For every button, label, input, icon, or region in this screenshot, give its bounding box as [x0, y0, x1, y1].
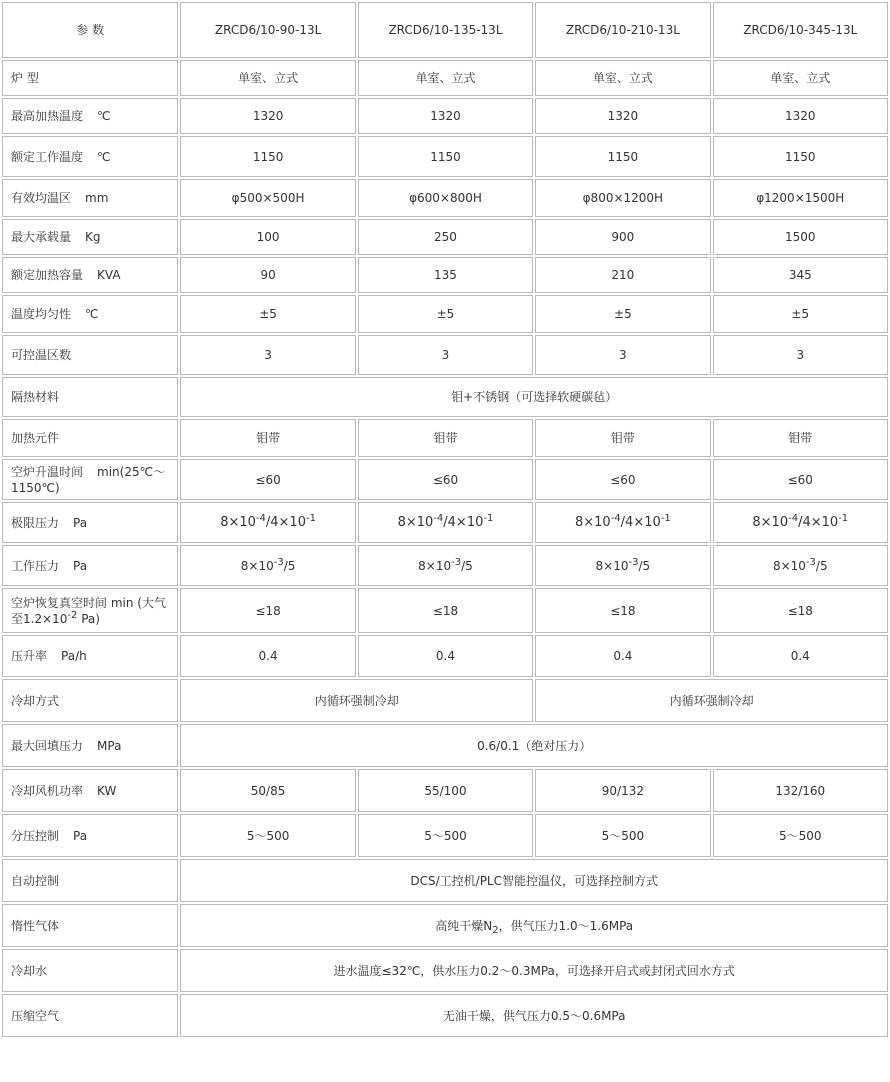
- model-header: ZRCD6/10-345-13L: [713, 2, 888, 58]
- label-text: 空炉升温时间: [11, 464, 84, 479]
- unit-text: ℃: [97, 149, 111, 164]
- model-header: ZRCD6/10-135-13L: [358, 2, 533, 58]
- row-label: [2, 179, 178, 217]
- table-cell: DCS/工控机/PLC智能控温仪，可选择控制方式: [180, 859, 888, 902]
- exponent: -1: [305, 512, 316, 524]
- row-label: [2, 502, 178, 543]
- table-cell: 132/160: [713, 769, 888, 812]
- table-cell: 1320: [358, 98, 533, 134]
- table-cell: 0.4: [358, 635, 533, 677]
- table-cell: [180, 545, 355, 586]
- unit-text: Pa: [73, 558, 88, 573]
- row-label: 惰性气体: [2, 904, 178, 947]
- table-cell: 1320: [713, 98, 888, 134]
- param-header: 参 数: [2, 2, 178, 58]
- table-cell: [713, 502, 888, 543]
- table-cell: 钼+不锈钢（可选择软硬碳毡）: [180, 377, 888, 417]
- table-cell: 90/132: [535, 769, 710, 812]
- row-label: [2, 635, 178, 677]
- table-row: [2, 219, 888, 255]
- table-cell: φ800×1200H: [535, 179, 710, 217]
- table-cell: ≤18: [713, 588, 888, 633]
- exponent: -4: [433, 512, 444, 524]
- table-cell: φ600×800H: [358, 179, 533, 217]
- table-cell: ≤60: [180, 459, 355, 500]
- unit-text: Pa: [73, 515, 88, 530]
- table-row: [2, 377, 888, 417]
- table-cell: ≤18: [180, 588, 355, 633]
- value-part: /5: [638, 558, 651, 573]
- exponent: -2: [67, 609, 78, 621]
- value-part: /4×10: [265, 514, 306, 530]
- table-row: [2, 859, 888, 902]
- table-cell: φ1200×1500H: [713, 179, 888, 217]
- table-row: [2, 814, 888, 857]
- unit-text: ℃: [85, 307, 99, 321]
- exponent: -3: [273, 556, 284, 568]
- table-cell: 1150: [713, 136, 888, 177]
- value-part: 高纯干燥N: [435, 918, 493, 933]
- table-cell: [180, 904, 888, 947]
- table-cell: ±5: [358, 295, 533, 333]
- table-row: [2, 635, 888, 677]
- table-row: [2, 98, 888, 134]
- table-row: [2, 502, 888, 543]
- exponent: -1: [838, 512, 849, 524]
- table-cell: 单室、立式: [713, 60, 888, 96]
- row-label: [2, 724, 178, 767]
- table-row: [2, 60, 888, 96]
- label-text: 有效均温区: [11, 191, 72, 205]
- row-label: [2, 219, 178, 255]
- label-text: 额定加热容量: [11, 268, 84, 282]
- table-row: [2, 769, 888, 812]
- table-cell: 1320: [535, 98, 710, 134]
- row-label: 炉 型: [2, 60, 178, 96]
- table-cell: 0.4: [180, 635, 355, 677]
- value-part: 8×10: [772, 558, 806, 573]
- table-cell: 内循环强制冷却: [180, 679, 533, 722]
- value-part: /5: [815, 558, 828, 573]
- table-row: [2, 295, 888, 333]
- table-row: [2, 2, 888, 58]
- table-cell: 3: [713, 335, 888, 375]
- label-text: 温度均匀性: [11, 307, 72, 321]
- value-part: /4×10: [798, 514, 839, 530]
- unit-text: min(25℃～1150℃): [11, 464, 166, 495]
- value-part: ，供气压力1.0～1.6MPa: [498, 918, 634, 933]
- table-cell: 钼带: [713, 419, 888, 457]
- row-label: 冷却水: [2, 949, 178, 992]
- table-cell: 90: [180, 257, 355, 293]
- row-label: 隔热材料: [2, 377, 178, 417]
- value-part: 8×10: [240, 558, 274, 573]
- table-cell: 3: [180, 335, 355, 375]
- table-row: [2, 904, 888, 947]
- table-cell: 钼带: [358, 419, 533, 457]
- unit-text: ℃: [97, 109, 111, 123]
- label-text: 最大回填压力: [11, 738, 84, 753]
- table-cell: 3: [535, 335, 710, 375]
- unit-text: mm: [85, 191, 109, 205]
- table-cell: 345: [713, 257, 888, 293]
- table-cell: 0.6/0.1（绝对压力）: [180, 724, 888, 767]
- table-cell: [358, 545, 533, 586]
- value-part: /5: [283, 558, 296, 573]
- unit-text: MPa: [97, 738, 122, 753]
- table-cell: 1320: [180, 98, 355, 134]
- exponent: -3: [805, 556, 816, 568]
- value-part: 8×10: [418, 558, 452, 573]
- row-label: [2, 459, 178, 500]
- unit-text: Pa/h: [61, 649, 87, 663]
- row-label: [2, 98, 178, 134]
- row-label: [2, 257, 178, 293]
- table-cell: ≤60: [713, 459, 888, 500]
- table-cell: 100: [180, 219, 355, 255]
- table-row: [2, 588, 888, 633]
- exponent: -1: [660, 512, 671, 524]
- table-cell: ±5: [180, 295, 355, 333]
- table-cell: 0.4: [535, 635, 710, 677]
- table-row: [2, 545, 888, 586]
- exponent: -3: [451, 556, 462, 568]
- table-cell: 3: [358, 335, 533, 375]
- table-cell: 1150: [535, 136, 710, 177]
- row-label: [2, 545, 178, 586]
- table-cell: 0.4: [713, 635, 888, 677]
- table-cell: ≤60: [358, 459, 533, 500]
- unit-text: Pa: [73, 828, 88, 843]
- label-text: 最高加热温度: [11, 109, 84, 123]
- table-cell: 5～500: [358, 814, 533, 857]
- table-cell: [358, 502, 533, 543]
- value-part: 8×10: [397, 514, 434, 530]
- table-cell: 钼带: [180, 419, 355, 457]
- table-row: [2, 136, 888, 177]
- table-cell: [713, 545, 888, 586]
- subscript: 2: [492, 924, 499, 936]
- table-cell: 1150: [358, 136, 533, 177]
- value-part: 8×10: [595, 558, 629, 573]
- value-part: /5: [461, 558, 473, 573]
- table-row: [2, 335, 888, 375]
- table-cell: ±5: [713, 295, 888, 333]
- value-part: /4×10: [443, 514, 484, 530]
- table-cell: 进水温度≤32℃，供水压力0.2～0.3MPa，可选择开启式或封闭式回水方式: [180, 949, 888, 992]
- row-label: 自动控制: [2, 859, 178, 902]
- unit-text: Kg: [85, 230, 101, 244]
- table-cell: 250: [358, 219, 533, 255]
- unit-text: KVA: [97, 268, 121, 282]
- exponent: -3: [628, 556, 639, 568]
- table-cell: 5～500: [535, 814, 710, 857]
- label-text: 最大承载量: [11, 230, 72, 244]
- table-row: [2, 459, 888, 500]
- row-label: [2, 588, 178, 633]
- table-cell: 1150: [180, 136, 355, 177]
- label-text: 额定工作温度: [11, 149, 84, 164]
- label-text: 工作压力: [11, 558, 60, 573]
- label-text: 冷却风机功率: [11, 783, 84, 798]
- table-row: [2, 949, 888, 992]
- table-cell: ≤18: [535, 588, 710, 633]
- table-cell: 900: [535, 219, 710, 255]
- table-row: [2, 994, 888, 1037]
- exponent: -4: [610, 512, 621, 524]
- row-label: [2, 295, 178, 333]
- unit-text: KW: [97, 783, 117, 798]
- exponent: -4: [788, 512, 799, 524]
- row-label: [2, 136, 178, 177]
- table-row: [2, 724, 888, 767]
- table-cell: 50/85: [180, 769, 355, 812]
- row-label: [2, 814, 178, 857]
- table-cell: 单室、立式: [180, 60, 355, 96]
- table-row: [2, 679, 888, 722]
- value-part: 8×10: [574, 514, 611, 530]
- table-cell: 钼带: [535, 419, 710, 457]
- table-cell: 55/100: [358, 769, 533, 812]
- table-cell: 无油干燥，供气压力0.5～0.6MPa: [180, 994, 888, 1037]
- table-cell: ±5: [535, 295, 710, 333]
- table-row: [2, 179, 888, 217]
- table-cell: [535, 502, 710, 543]
- label-text: 空炉恢复真空时间: [11, 595, 108, 610]
- row-label: 压缩空气: [2, 994, 178, 1037]
- label-text: 压升率: [11, 649, 48, 663]
- table-cell: 210: [535, 257, 710, 293]
- exponent: -1: [483, 512, 494, 524]
- exponent: -4: [255, 512, 266, 524]
- row-label: [2, 769, 178, 812]
- table-cell: 单室、立式: [358, 60, 533, 96]
- table-cell: 单室、立式: [535, 60, 710, 96]
- table-cell: 1500: [713, 219, 888, 255]
- row-label: 冷却方式: [2, 679, 178, 722]
- table-row: [2, 257, 888, 293]
- table-cell: ≤60: [535, 459, 710, 500]
- table-cell: φ500×500H: [180, 179, 355, 217]
- label-text: 分压控制: [11, 828, 60, 843]
- table-cell: 5～500: [713, 814, 888, 857]
- table-cell: 内循环强制冷却: [535, 679, 888, 722]
- unit-text: Pa): [77, 611, 100, 626]
- value-part: /4×10: [620, 514, 661, 530]
- model-header: ZRCD6/10-90-13L: [180, 2, 355, 58]
- row-label: 可控温区数: [2, 335, 178, 375]
- table-cell: [535, 545, 710, 586]
- table-cell: [180, 502, 355, 543]
- model-header: ZRCD6/10-210-13L: [535, 2, 710, 58]
- value-part: 8×10: [220, 514, 256, 530]
- row-label: 加热元件: [2, 419, 178, 457]
- table-cell: 5～500: [180, 814, 355, 857]
- table-row: [2, 419, 888, 457]
- label-text: 极限压力: [11, 515, 60, 530]
- unit-text: min (大气至1.2×10: [11, 595, 166, 626]
- table-cell: 135: [358, 257, 533, 293]
- value-part: 8×10: [752, 514, 789, 530]
- table-cell: ≤18: [358, 588, 533, 633]
